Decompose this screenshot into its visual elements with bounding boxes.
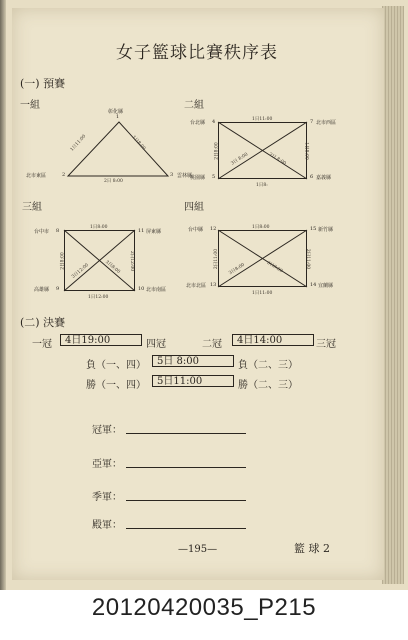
rank-runnerup-line xyxy=(126,467,246,468)
group3-tr-num: 11 xyxy=(138,228,145,234)
group1-left-team: 北市東區 xyxy=(26,173,47,179)
group2-tr-num: 7 xyxy=(310,119,314,125)
group4-edge-diag1: 3日8:00 xyxy=(228,262,246,277)
final-row1-box1: 4日19:00 xyxy=(60,334,142,346)
group2-br-team: 嘉義縣 xyxy=(316,175,332,181)
group1-left-num: 2 xyxy=(62,172,66,178)
rank-third-line xyxy=(126,500,246,501)
group2-edge-top: 1日11:00 xyxy=(252,117,273,122)
group1-right-team: 雲林縣 xyxy=(177,173,193,179)
final-row1-right: 三冠 xyxy=(316,339,336,350)
group3-name: 三組 xyxy=(22,202,42,213)
page-title: 女子籃球比賽秩序表 xyxy=(116,43,278,63)
group3-bl-num: 9 xyxy=(56,286,60,292)
group1-top-num: 1 xyxy=(116,114,120,120)
final-row1-box2: 4日14:00 xyxy=(232,334,314,346)
group4-br-num: 14 xyxy=(310,282,317,288)
rank-champion-label: 冠軍： xyxy=(92,425,122,436)
final-heading: (二) 決賽 xyxy=(20,316,66,329)
group4-tl-num: 12 xyxy=(210,226,217,232)
group2-br-num: 6 xyxy=(310,174,314,180)
group4-name: 四組 xyxy=(184,202,204,213)
group4-edge-diag2: 3日8:00 xyxy=(265,260,284,275)
final-row1-left: 一冠 xyxy=(32,339,52,350)
group3-edge-top: 1日8:00 xyxy=(90,225,108,230)
final-row1-mid: 四冠 xyxy=(146,339,166,350)
group2-bl-team: 桃園縣 xyxy=(190,175,206,181)
final-row3-right: 勝（二、三） xyxy=(238,380,298,391)
group2-tr-team: 北市西區 xyxy=(316,120,337,126)
group3-br-num: 10 xyxy=(138,286,145,292)
final-row2-left: 負（一、四） xyxy=(86,360,146,371)
group3-tl-num: 8 xyxy=(56,228,60,234)
group4-br-team: 宜蘭縣 xyxy=(318,283,334,289)
group1-edge-bottom: 2日 8:00 xyxy=(104,179,123,184)
rank-fourth-label: 殿軍： xyxy=(92,520,122,531)
group4-tr-num: 15 xyxy=(310,226,317,232)
group3-box xyxy=(64,230,136,292)
group3-edge-bottom: 1日12:00 xyxy=(88,295,109,300)
final-row3-box: 5日11:00 xyxy=(152,375,234,387)
group4-edge-top: 1日8:00 xyxy=(252,225,270,230)
group4-bl-num: 13 xyxy=(210,282,217,288)
group4-tl-team: 台中縣 xyxy=(188,227,204,233)
group2-tl-team: 台北縣 xyxy=(190,120,206,126)
group2-edge-left: 2日8:00 xyxy=(214,142,220,160)
group3-edge-diag1: 3日12:00 xyxy=(71,262,90,280)
group3-edge-right: 2日12:00 xyxy=(129,250,135,272)
final-row3-left: 勝（一、四） xyxy=(86,380,146,391)
group2-tl-num: 4 xyxy=(212,119,216,125)
group4-edge-bottom: 1日11:00 xyxy=(252,291,273,296)
group1-triangle xyxy=(64,118,174,178)
sport-label: 籃 球 2 xyxy=(294,542,330,555)
group2-edge-bottom: 1日8: xyxy=(256,183,268,188)
group4-box xyxy=(218,230,308,288)
page-stack-edge xyxy=(382,6,404,584)
group2-edge-diag2: 2日 8:00 xyxy=(267,152,287,167)
group2-edge-right: 1日8:00 xyxy=(303,142,309,160)
group3-edge-diag2: 3日8:00 xyxy=(104,259,121,275)
rank-champion-line xyxy=(126,433,246,434)
final-row1-mid2: 二冠 xyxy=(202,339,222,350)
group1-edge-right: 1日8:00 xyxy=(130,135,147,152)
group3-edge-left: 2日8:00 xyxy=(60,252,66,270)
group1-name: 一組 xyxy=(20,100,40,111)
binding-edge xyxy=(0,0,6,590)
group3-tl-team: 台中市 xyxy=(34,229,50,235)
group4-edge-right: 2日11:00 xyxy=(305,248,311,270)
group3-bl-team: 高雄縣 xyxy=(34,287,50,293)
group4-bl-team: 北市北區 xyxy=(186,283,207,289)
group1-right-num: 3 xyxy=(170,172,174,178)
rank-runnerup-label: 亞軍： xyxy=(92,459,122,470)
group4-edge-left: 2日11:00 xyxy=(214,248,220,270)
group3-br-team: 北市南區 xyxy=(146,287,167,293)
group2-name: 二組 xyxy=(184,100,204,111)
rank-third-label: 季軍： xyxy=(92,492,122,503)
prelim-heading: (一) 預賽 xyxy=(20,77,66,90)
group1-top-team: 彰化縣 xyxy=(108,109,124,115)
group2-box xyxy=(218,122,308,180)
document-page xyxy=(12,8,384,580)
group3-tr-team: 屏東縣 xyxy=(146,229,162,235)
group4-tr-team: 新竹縣 xyxy=(318,227,334,233)
final-row2-box: 5日 8:00 xyxy=(152,355,234,367)
page-number: —195— xyxy=(178,544,218,555)
final-row2-right: 負（二、三） xyxy=(238,360,298,371)
group2-edge-diag1: 3日 8:00 xyxy=(230,152,250,167)
group1-edge-left: 1日11:00 xyxy=(69,134,88,153)
group2-bl-num: 5 xyxy=(212,174,216,180)
image-caption: 20120420035_P215 xyxy=(91,594,317,621)
rank-fourth-line xyxy=(126,528,246,529)
